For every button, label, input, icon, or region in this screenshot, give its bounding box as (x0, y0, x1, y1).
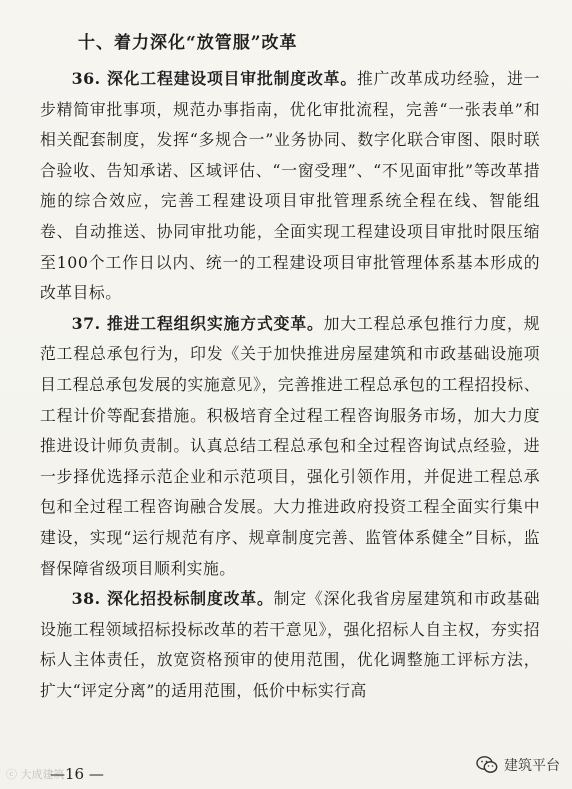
paragraph-heading: 38. 深化招投标制度改革。 (71, 589, 274, 609)
paragraph-37 (40, 309, 540, 584)
wechat-icon (476, 755, 498, 775)
paragraph-text: 加大工程总承包推行力度，规范工程总承包行为，印发《关于加快推进房屋建筑和市政基础设施项目工程总承包发展的实施意见》，完善推进工程总承包的工程招投标、工程计价等配套措施。积极培育全过程工程咨询服务市场，加大力度推进设计师负责制。认真总结工程总承包和全过程咨询试点经验，进一步择优选择示范企业和示范项目，强化引领作用，并促进工程总承包和全过程工程咨询融合发展。大力推进政府投资工程全面实行集中建设，实现“运行规范有序、规章制度完善、监管体系健全”目标，监督保障省级项目顺利实施。 (40, 313, 540, 578)
page-number: —16 — (50, 765, 104, 783)
paragraph-heading: 37. 推进工程组织实施方式变革。 (71, 313, 324, 333)
paragraph-38 (40, 584, 540, 706)
watermark: ⓒ 大成建筑 (6, 768, 65, 781)
document-body (40, 28, 540, 706)
paragraph-text: 推广改革成功经验，进一步精简审批事项，规范办事指南，优化审批流程，完善“一张表单”和相关配套制度，发挥“多规合一”业务协同、数字化联合审图、限时联合验收、告知承诺、区域评估、“一窗受理”、“不见面审批”等改革措施的综合效应，完善工程建设项目审批管理系统全程在线、智能组卷、自动推送、协同审批功能，全面实现工程建设项目审批时限压缩至100个工作日以内、统一的工程建设项目审批管理体系基本形成的改革目标。 (40, 69, 540, 303)
section-title: 十、着力深化“放管服”改革 (78, 33, 298, 53)
brand-badge (476, 755, 560, 775)
paragraph-text: 制定《深化我省房屋建筑和市政基础设施工程领域招标投标改革的若干意见》，强化招标人自主权，夯实招标人主体责任，放宽资格预审的使用范围，优化调整施工评标方法，扩大“评定分离”的适用范围，低价中标实行高 (40, 589, 540, 700)
paragraph-36 (40, 64, 540, 309)
brand-name: 建筑平台 (504, 758, 560, 774)
paragraph-heading: 36. 深化工程建设项目审批制度改革。 (71, 69, 357, 88)
